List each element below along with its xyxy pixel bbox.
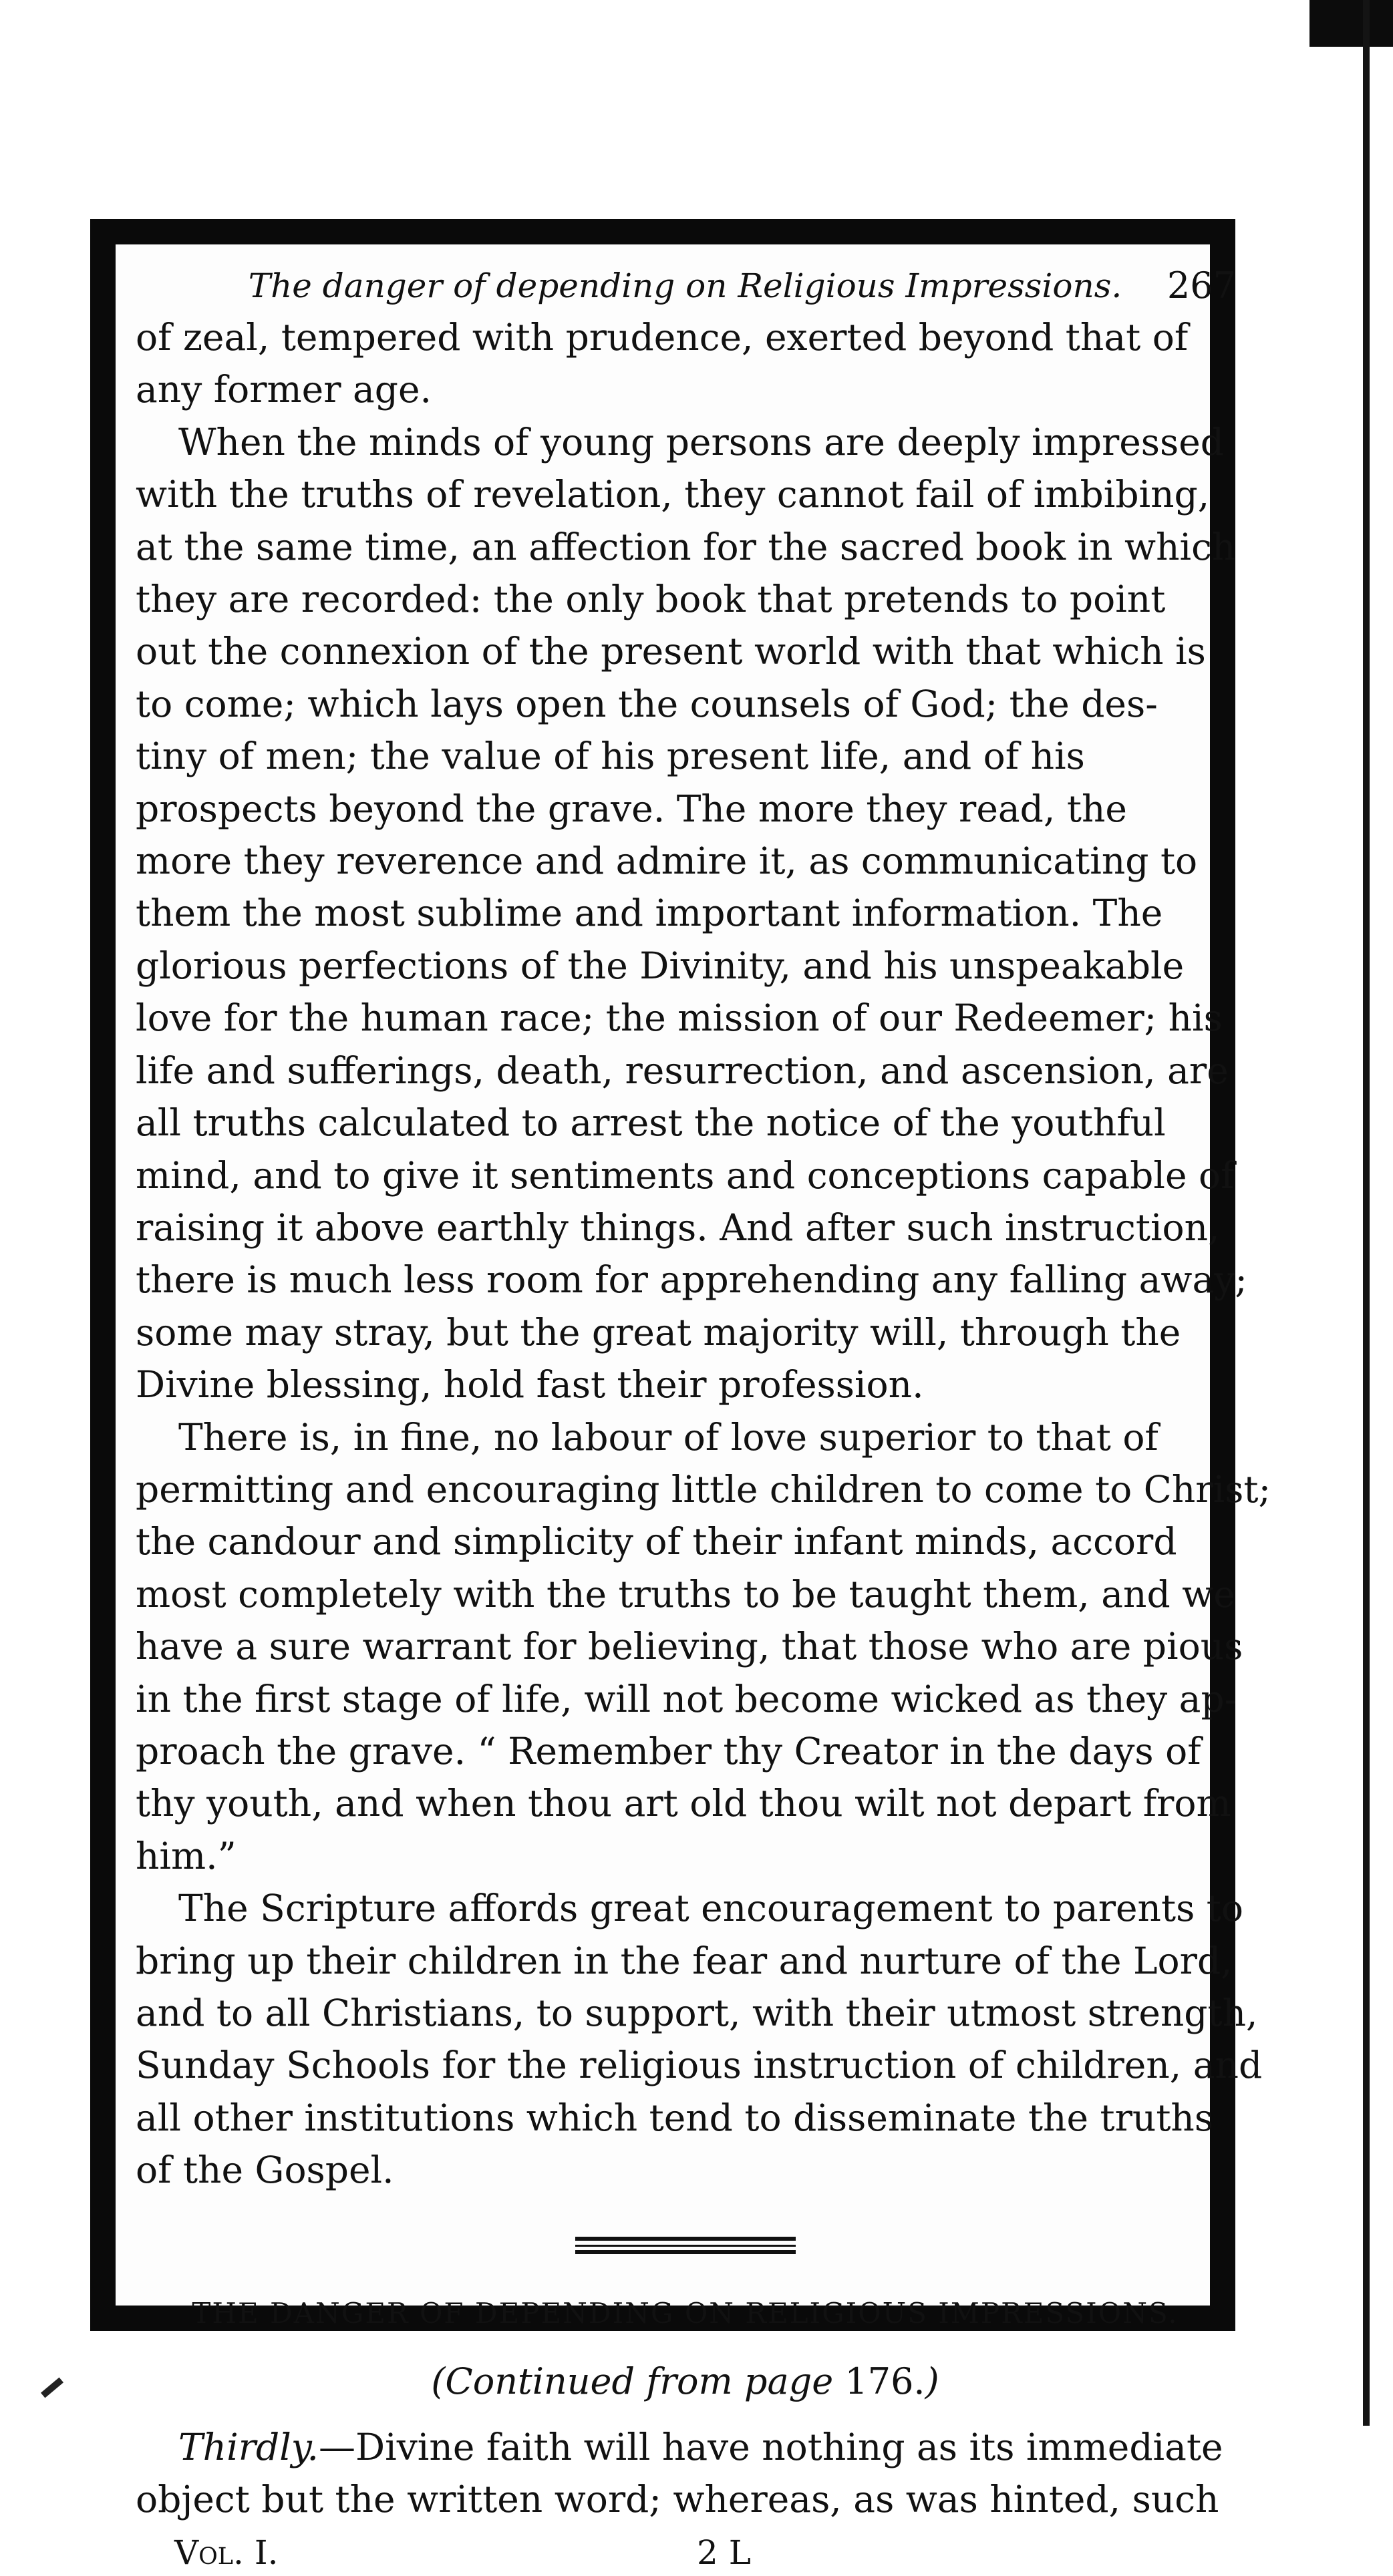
page-content bbox=[136, 264, 1271, 2573]
text-line: proach the grave. “ Remember thy Creator in the days of bbox=[136, 1729, 1201, 1773]
paragraph-2 bbox=[136, 416, 1247, 1411]
text-line: Sunday Schools for the religious instruction of children, and bbox=[136, 2044, 1263, 2087]
text-line: permitting and encouraging little children to come to Christ; bbox=[136, 1467, 1271, 1511]
text-line: The Scripture affords great encouragement to parents to bbox=[178, 1887, 1244, 1930]
text-line: there is much less room for apprehending any falling away; bbox=[136, 1258, 1247, 1302]
text-line: and to all Christians, to support, with their utmost strength, bbox=[136, 1992, 1258, 2034]
text-line: more they reverence and admire it, as communicating to bbox=[136, 840, 1198, 883]
text-line: with the truths of revelation, they cannot fail of imbibing, bbox=[136, 473, 1210, 516]
paragraph-4 bbox=[136, 1882, 1263, 2196]
text-line: they are recorded: the only book that pretends to point bbox=[136, 578, 1166, 621]
text-line: them the most sublime and important information. The bbox=[136, 892, 1163, 935]
text-line: to come; which lays open the counsels of God; the des- bbox=[136, 682, 1158, 725]
text-line: any former age. bbox=[136, 368, 432, 411]
text-line: thy youth, and when thou art old thou wilt not depart from bbox=[136, 1782, 1231, 1825]
text-line bbox=[136, 2421, 1235, 2473]
text-line: tiny of men; the value of his present life, and of his bbox=[136, 735, 1085, 778]
text-run: —Divine faith will have nothing as its immediate bbox=[319, 2425, 1223, 2468]
scan-border-right bbox=[1363, 0, 1370, 2426]
text-line: love for the human race; the mission of our Redeemer; his bbox=[136, 996, 1223, 1040]
text-line: the candour and simplicity of their infant minds, accord bbox=[136, 1520, 1177, 1563]
text-line: at the same time, an affection for the sacred book in which bbox=[136, 525, 1236, 568]
volume-label: Vol. I. bbox=[174, 2533, 279, 2573]
section-title: THE DANGER OF DEPENDING ON RELIGIOUS IMPRESSIONS. bbox=[192, 2296, 1179, 2330]
text-line: glorious perfections of the Divinity, and his unspeakable bbox=[136, 944, 1185, 987]
text-line: most completely with the truths to be taught them, and we bbox=[136, 1572, 1235, 1616]
continued-prefix: (Continued from page bbox=[431, 2360, 834, 2402]
text-line: Divine blessing, hold fast their profession. bbox=[136, 1363, 924, 1407]
paragraph-1 bbox=[136, 311, 1235, 416]
paragraph-3 bbox=[136, 1411, 1271, 1883]
divider-bar bbox=[575, 2245, 796, 2247]
text-line: There is, in fine, no labour of love superior to that of bbox=[178, 1415, 1158, 1459]
running-title: The danger of depending on Religious Impressions. bbox=[248, 266, 1122, 305]
continued-suffix: ) bbox=[925, 2360, 939, 2402]
text-line: raising it above earthly things. And after such instruction, bbox=[136, 1206, 1220, 1249]
signature-mark: 2 L bbox=[697, 2533, 751, 2573]
continued-page: 176. bbox=[844, 2360, 925, 2402]
scan-border-top bbox=[1309, 0, 1393, 47]
page-frame bbox=[90, 219, 1271, 2573]
running-header bbox=[136, 264, 1235, 307]
text-line: of zeal, tempered with prudence, exerted beyond that of bbox=[136, 316, 1189, 359]
scan-mark bbox=[41, 2378, 63, 2398]
text-line: bring up their children in the fear and nurture of the Lord, bbox=[136, 1939, 1233, 1982]
text-line: all other institutions which tend to disseminate the truths bbox=[136, 2096, 1214, 2139]
paragraph-5 bbox=[136, 2421, 1235, 2526]
page-number: 267 bbox=[1167, 264, 1236, 307]
divider-bar bbox=[575, 2237, 796, 2241]
text-line: him.” bbox=[136, 1834, 237, 1877]
lead-word: Thirdly. bbox=[178, 2425, 319, 2468]
divider-bar bbox=[575, 2250, 796, 2254]
text-line: mind, and to give it sentiments and conceptions capable of bbox=[136, 1153, 1235, 1197]
section-divider bbox=[575, 2237, 796, 2254]
text-line: When the minds of young persons are deeply impressed bbox=[178, 420, 1225, 464]
continued-note bbox=[136, 2360, 1235, 2402]
text-line: in the first stage of life, will not become wicked as they ap- bbox=[136, 1677, 1237, 1720]
text-line: all truths calculated to arrest the notice of the youthful bbox=[136, 1101, 1166, 1145]
text-line: object but the written word; whereas, as was hinted, such bbox=[136, 2478, 1219, 2521]
text-line: life and sufferings, death, resurrection, and ascension, are bbox=[136, 1049, 1229, 1092]
text-line: some may stray, but the great majority will, through the bbox=[136, 1310, 1181, 1354]
text-line: prospects beyond the grave. The more they read, the bbox=[136, 787, 1127, 830]
text-line: of the Gospel. bbox=[136, 2149, 394, 2192]
text-line: out the connexion of the present world with that which is bbox=[136, 630, 1206, 673]
text-line: have a sure warrant for believing, that those who are pious bbox=[136, 1625, 1243, 1668]
footer-signature-line bbox=[136, 2529, 1235, 2576]
